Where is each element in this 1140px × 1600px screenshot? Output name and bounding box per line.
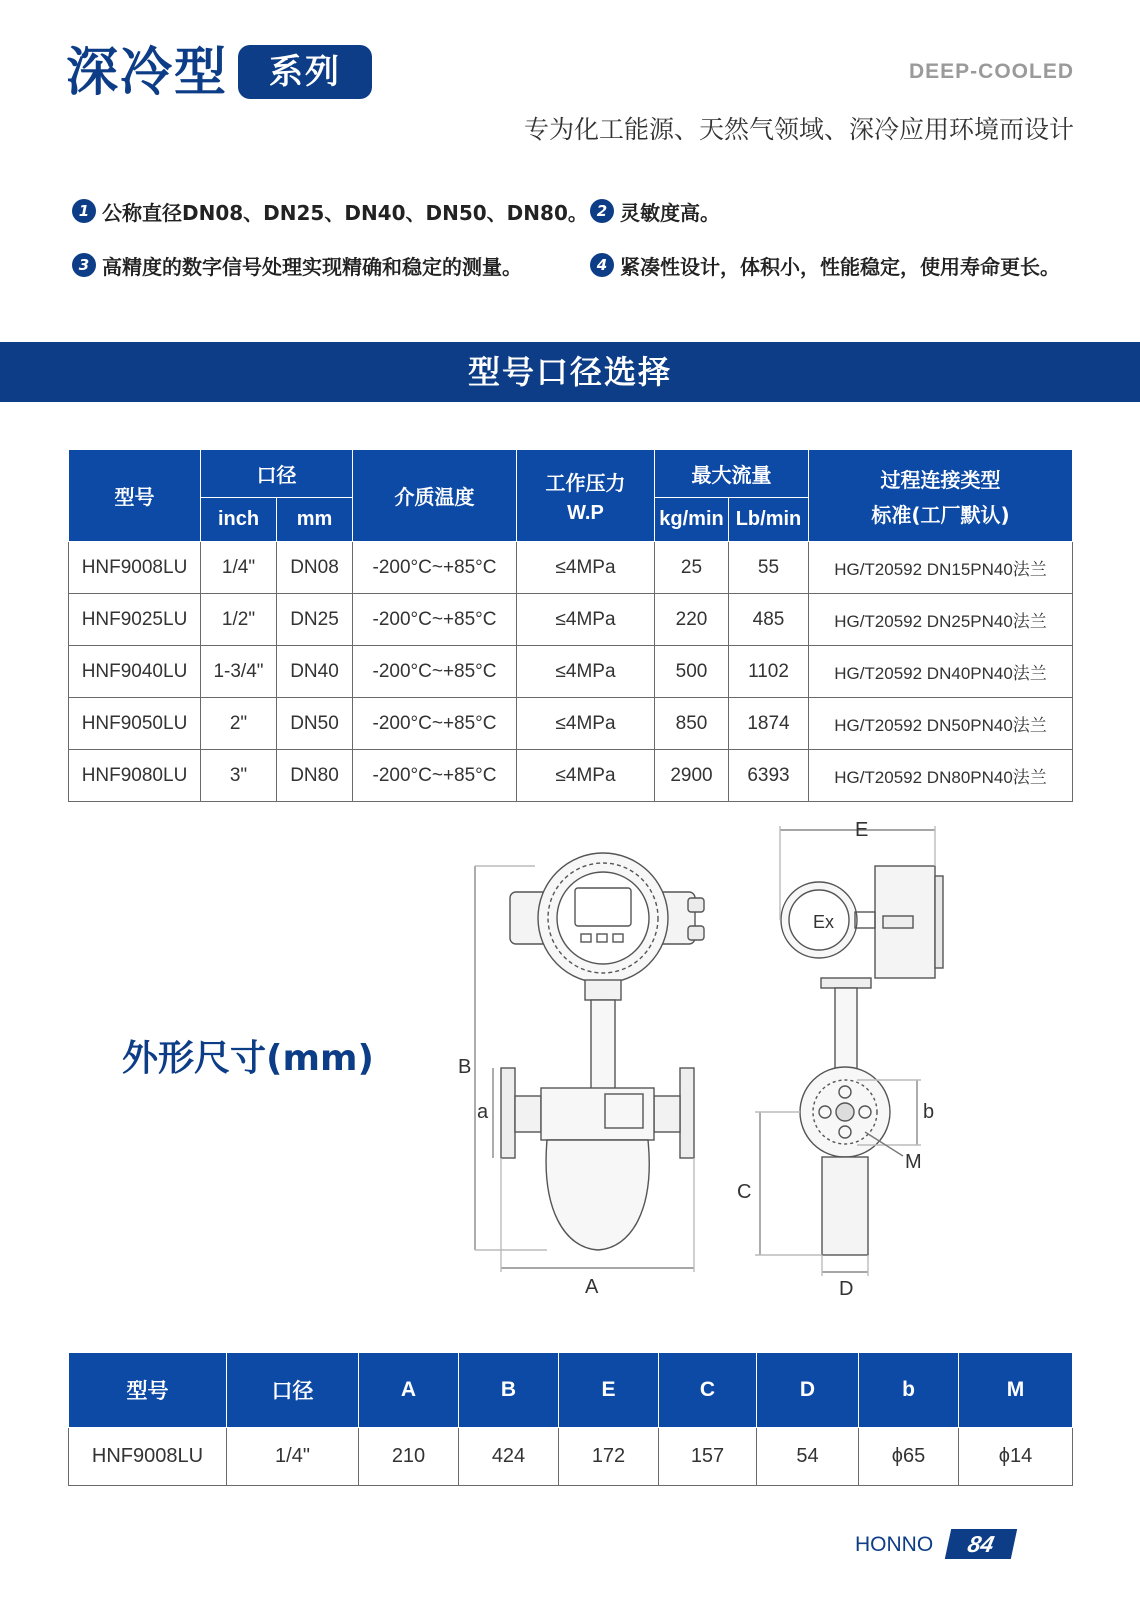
cell-model: HNF9050LU	[69, 698, 201, 750]
dim-cell-m: ϕ14	[959, 1428, 1073, 1486]
cell-pressure: ≤4MPa	[517, 542, 655, 594]
header-connection-type: 过程连接类型	[880, 467, 1001, 492]
cell-mm: DN50	[277, 698, 353, 750]
header-max-flow: 最大流量	[655, 450, 809, 498]
model-selection-table	[68, 449, 1073, 802]
dim-header-a: A	[359, 1353, 459, 1428]
label-d: D	[839, 1278, 854, 1300]
feature-4	[590, 250, 1060, 280]
side-connector	[855, 912, 875, 928]
dim-header-b: B	[459, 1353, 559, 1428]
feature-2	[590, 196, 720, 226]
dim-cell-c: 157	[659, 1428, 757, 1486]
dim-cell-e: 172	[559, 1428, 659, 1486]
english-title: DEEP-COOLED	[908, 60, 1074, 83]
header-pressure	[517, 450, 655, 542]
header-caliber: 口径	[201, 450, 353, 498]
label-c: C	[737, 1181, 752, 1203]
header-inch: inch	[201, 498, 277, 542]
dim-header-d: D	[757, 1353, 859, 1428]
series-badge: 系列	[238, 45, 372, 99]
feature-text: 公称直径DN08、DN25、DN40、DN50、DN80。	[102, 200, 588, 225]
cell-mm: DN80	[277, 750, 353, 802]
cell-temp: -200°C~+85°C	[353, 594, 517, 646]
table-row	[69, 1428, 1073, 1486]
cell-model: HNF9040LU	[69, 646, 201, 698]
header-mm: mm	[277, 498, 353, 542]
header-connection	[809, 450, 1073, 542]
cell-temp: -200°C~+85°C	[353, 646, 517, 698]
dim-header-model: 型号	[69, 1353, 227, 1428]
feature-text: 灵敏度高。	[620, 200, 720, 225]
label-b: B	[458, 1056, 472, 1078]
tube-casing	[546, 1140, 649, 1250]
cell-kg: 25	[655, 542, 729, 594]
dimensions-title: 外形尺寸(mm)	[122, 1038, 374, 1079]
cell-connection: HG/T20592 DN25PN40法兰	[809, 594, 1073, 646]
label-e: E	[855, 820, 869, 841]
cell-inch: 2"	[201, 698, 277, 750]
label-a: A	[585, 1276, 599, 1298]
number-4-icon: 4	[590, 253, 614, 277]
cell-kg: 850	[655, 698, 729, 750]
cell-inch: 3"	[201, 750, 277, 802]
header-temperature: 介质温度	[353, 450, 517, 542]
cell-inch: 1/4"	[201, 542, 277, 594]
footer-brand: HONNO	[855, 1533, 934, 1556]
cell-pressure: ≤4MPa	[517, 750, 655, 802]
cell-lb: 6393	[729, 750, 809, 802]
feature-text: 高精度的数字信号处理实现精确和稳定的测量。	[102, 254, 522, 279]
label-a-small: a	[477, 1101, 489, 1123]
section-title-band: 型号口径选择	[0, 342, 1140, 402]
cell-connection: HG/T20592 DN80PN40法兰	[809, 750, 1073, 802]
table-row	[69, 698, 1073, 750]
right-bellows	[654, 1096, 680, 1132]
dim-cell-a: 210	[359, 1428, 459, 1486]
number-3-icon: 3	[72, 253, 96, 277]
cell-temp: -200°C~+85°C	[353, 542, 517, 594]
cell-kg: 2900	[655, 750, 729, 802]
cable-gland-bottom	[688, 926, 704, 940]
feature-1	[72, 196, 588, 226]
header-kg-min: kg/min	[655, 498, 729, 542]
neck-collar	[585, 980, 621, 1000]
table-row	[69, 542, 1073, 594]
dim-cell-b-small: ϕ65	[859, 1428, 959, 1486]
feature-text: 紧凑性设计，体积小，性能稳定，使用寿命更长。	[620, 254, 1060, 279]
side-collar	[821, 978, 871, 988]
table-row	[69, 594, 1073, 646]
dim-header-e: E	[559, 1353, 659, 1428]
cell-temp: -200°C~+85°C	[353, 698, 517, 750]
cell-lb: 55	[729, 542, 809, 594]
dim-cell-model: HNF9008LU	[69, 1428, 227, 1486]
left-bellows	[515, 1096, 541, 1132]
page-number: 84	[945, 1529, 1017, 1559]
right-flange	[680, 1068, 694, 1158]
cell-pressure: ≤4MPa	[517, 646, 655, 698]
ex-mark: Ex	[813, 912, 835, 932]
cell-kg: 220	[655, 594, 729, 646]
dim-header-caliber: 口径	[227, 1353, 359, 1428]
cell-inch: 1-3/4"	[201, 646, 277, 698]
table-row	[69, 646, 1073, 698]
cell-connection: HG/T20592 DN15PN40法兰	[809, 542, 1073, 594]
flowmeter-drawing	[455, 820, 985, 1325]
cell-model: HNF9008LU	[69, 542, 201, 594]
cell-temp: -200°C~+85°C	[353, 750, 517, 802]
header-connection-default: 标准(工厂默认)	[871, 502, 1010, 527]
label-b-small: b	[923, 1101, 935, 1123]
cell-lb: 1102	[729, 646, 809, 698]
side-bore	[836, 1103, 854, 1121]
cable-gland-top	[688, 898, 704, 912]
cell-pressure: ≤4MPa	[517, 698, 655, 750]
cell-lb: 1874	[729, 698, 809, 750]
header-pressure-en: W.P	[567, 501, 604, 524]
dim-header-b-small: b	[859, 1353, 959, 1428]
cell-model: HNF9025LU	[69, 594, 201, 646]
dim-header-m: M	[959, 1353, 1073, 1428]
dim-cell-caliber: 1/4"	[227, 1428, 359, 1486]
cell-connection: HG/T20592 DN40PN40法兰	[809, 646, 1073, 698]
dim-header-c: C	[659, 1353, 757, 1428]
display-window	[575, 888, 631, 926]
dim-cell-b: 424	[459, 1428, 559, 1486]
side-bolt	[883, 916, 913, 928]
table-row	[69, 750, 1073, 802]
cell-mm: DN08	[277, 542, 353, 594]
subtitle: 专为化工能源、天然气领域、深冷应用环境而设计	[523, 115, 1074, 144]
header-model: 型号	[69, 450, 201, 542]
number-1-icon: 1	[72, 199, 96, 223]
header-pressure-cn: 工作压力	[545, 470, 626, 495]
cell-lb: 485	[729, 594, 809, 646]
neck-tube	[591, 1000, 615, 1095]
label-m: M	[905, 1151, 922, 1173]
cell-inch: 1/2"	[201, 594, 277, 646]
cell-pressure: ≤4MPa	[517, 594, 655, 646]
cell-model: HNF9080LU	[69, 750, 201, 802]
dimension-table	[68, 1352, 1073, 1486]
side-tube-casing	[822, 1157, 868, 1255]
cell-mm: DN40	[277, 646, 353, 698]
cell-connection: HG/T20592 DN50PN40法兰	[809, 698, 1073, 750]
dim-cell-d: 54	[757, 1428, 859, 1486]
left-flange	[501, 1068, 515, 1158]
page-title: 深冷型	[66, 43, 229, 103]
feature-3	[72, 250, 522, 280]
cell-kg: 500	[655, 646, 729, 698]
cell-mm: DN25	[277, 594, 353, 646]
header-lb-min: Lb/min	[729, 498, 809, 542]
number-2-icon: 2	[590, 199, 614, 223]
sensor-manifold	[541, 1088, 654, 1140]
side-housing-fins	[935, 876, 943, 968]
